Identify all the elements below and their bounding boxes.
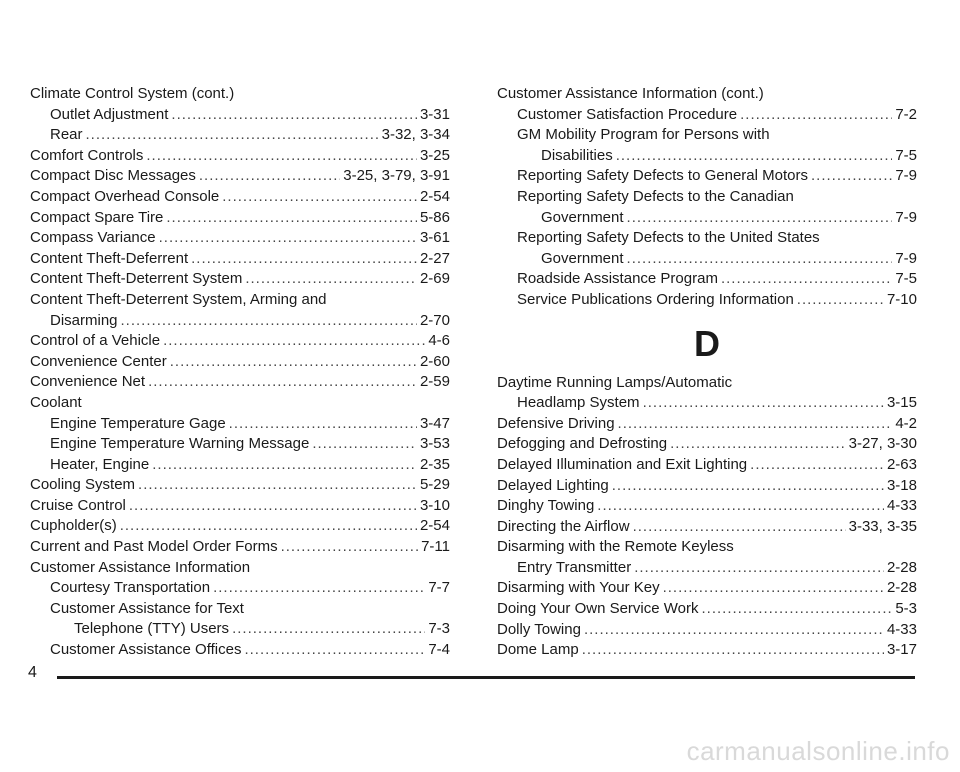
index-group-d (497, 373, 917, 661)
footer-rule (57, 676, 915, 679)
index-entry (30, 311, 450, 332)
entry-text: Dome Lamp (497, 641, 579, 659)
dot-leader (163, 331, 425, 352)
dot-leader (797, 290, 884, 311)
entry-text: Customer Assistance Offices (50, 641, 242, 659)
entry-text: Engine Temperature Warning Message (50, 435, 310, 453)
index-entry (30, 290, 450, 311)
entry-text: Entry Transmitter (517, 558, 632, 576)
dot-leader (148, 372, 417, 393)
entry-page-ref: 7-9 (895, 167, 917, 185)
entry-page-ref: 3-25, 3-79, 3-91 (343, 167, 450, 185)
entry-page-ref: 4-2 (895, 414, 917, 432)
entry-page-ref: 3-47 (419, 414, 450, 432)
entry-page-ref: 3-53 (419, 435, 450, 453)
dot-leader (616, 146, 893, 167)
index-entry (497, 620, 917, 641)
index-entry (30, 434, 450, 455)
index-entry (497, 517, 917, 538)
entry-page-ref: 7-3 (428, 620, 450, 638)
index-entry (497, 558, 917, 579)
entry-page-ref: 2-28 (886, 558, 917, 576)
index-entry (30, 516, 450, 537)
index-entry (30, 166, 450, 187)
entry-page-ref: 3-17 (886, 641, 917, 659)
entry-text: Content Theft-Deterrent System (30, 270, 243, 288)
dot-leader (232, 619, 425, 640)
entry-page-ref: 2-28 (886, 579, 917, 597)
entry-page-ref: 7-9 (895, 249, 917, 267)
index-entry (497, 599, 917, 620)
index-entry (497, 640, 917, 661)
dot-leader (582, 640, 884, 661)
index-entry (497, 414, 917, 435)
entry-page-ref: 4-33 (886, 497, 917, 515)
section-letter-d: D (694, 322, 720, 364)
index-entry (30, 228, 450, 249)
entry-page-ref: 7-9 (895, 208, 917, 226)
entry-text: Headlamp System (517, 394, 640, 412)
dot-leader (597, 496, 884, 517)
index-entry (497, 496, 917, 517)
page-number: 4 (28, 664, 37, 681)
dot-leader (86, 125, 379, 146)
index-entry (497, 290, 917, 311)
dot-leader (627, 249, 893, 270)
entry-text: Compact Spare Tire (30, 208, 164, 226)
entry-text: Compass Variance (30, 229, 156, 247)
index-entry (30, 105, 450, 126)
index-entry (497, 455, 917, 476)
entry-page-ref: 7-5 (895, 146, 917, 164)
entry-page-ref: 3-61 (419, 229, 450, 247)
dot-leader (245, 269, 417, 290)
entry-text: Compact Disc Messages (30, 167, 196, 185)
entry-page-ref: 2-59 (419, 373, 450, 391)
dot-leader (281, 537, 418, 558)
index-entry (30, 146, 450, 167)
index-group-customer-assistance (497, 84, 917, 311)
dot-leader (750, 455, 884, 476)
entry-page-ref: 2-54 (419, 517, 450, 535)
entry-page-ref: 7-10 (886, 290, 917, 308)
index-entry (497, 269, 917, 290)
entry-text: Daytime Running Lamps/Automatic (497, 373, 733, 391)
dot-leader (612, 476, 884, 497)
index-entry (30, 269, 450, 290)
index-entry (497, 166, 917, 187)
entry-text: Customer Assistance Information (30, 558, 251, 576)
entry-text: Convenience Center (30, 352, 167, 370)
entry-page-ref: 3-33, 3-35 (848, 517, 917, 535)
entry-text: Delayed Lighting (497, 476, 609, 494)
index-entry (497, 373, 917, 394)
index-entry (30, 640, 450, 661)
dot-leader (244, 640, 425, 661)
index-entry (497, 228, 917, 249)
index-entry (30, 455, 450, 476)
entry-text: Disarming with Your Key (497, 579, 660, 597)
dot-leader (663, 578, 884, 599)
dot-leader (121, 311, 417, 332)
entry-page-ref: 3-15 (886, 394, 917, 412)
dot-leader (152, 455, 417, 476)
dot-leader (222, 187, 417, 208)
entry-text: Dinghy Towing (497, 497, 595, 515)
entry-page-ref: 2-70 (419, 311, 450, 329)
entry-page-ref: 7-7 (428, 579, 450, 597)
entry-text: Rear (50, 126, 83, 144)
dot-leader (213, 578, 425, 599)
dot-leader (159, 228, 417, 249)
entry-page-ref: 5-86 (419, 208, 450, 226)
entry-text: Compact Overhead Console (30, 187, 220, 205)
index-entry (30, 331, 450, 352)
dot-leader (171, 105, 417, 126)
dot-leader (643, 393, 884, 414)
entry-text: Comfort Controls (30, 146, 144, 164)
entry-text: Doing Your Own Service Work (497, 600, 699, 618)
dot-leader (740, 105, 892, 126)
entry-text: Control of a Vehicle (30, 332, 161, 350)
entry-page-ref: 4-6 (428, 332, 450, 350)
entry-text: Engine Temperature Gage (50, 414, 226, 432)
entry-text: Content Theft-Deferrent (30, 249, 189, 267)
index-entry (30, 558, 450, 579)
watermark: carmanualsonline.info (686, 736, 950, 766)
index-entry (30, 372, 450, 393)
dot-leader (584, 620, 884, 641)
dot-leader (199, 166, 340, 187)
entry-page-ref: 3-25 (419, 146, 450, 164)
dot-leader (170, 352, 417, 373)
entry-page-ref: 2-35 (419, 455, 450, 473)
entry-text: Defensive Driving (497, 414, 615, 432)
index-column-right (497, 84, 917, 661)
entry-page-ref: 2-27 (419, 249, 450, 267)
dot-leader (129, 496, 417, 517)
entry-text: Customer Assistance Information (cont.) (497, 85, 764, 102)
index-entry (497, 393, 917, 414)
index-entry (30, 599, 450, 620)
entry-page-ref: 2-69 (419, 270, 450, 288)
dot-leader (721, 269, 892, 290)
index-entry (497, 578, 917, 599)
dot-leader (191, 249, 417, 270)
index-entry (497, 208, 917, 229)
entry-text: Heater, Engine (50, 455, 150, 473)
index-entry (30, 187, 450, 208)
entry-text: GM Mobility Program for Persons with (517, 126, 770, 144)
index-entry (30, 84, 450, 105)
entry-text: Defogging and Defrosting (497, 435, 668, 453)
index-entry (30, 537, 450, 558)
index-entry (30, 414, 450, 435)
entry-text: Roadside Assistance Program (517, 270, 718, 288)
entry-text: Cooling System (30, 476, 136, 494)
index-entry (30, 496, 450, 517)
entry-page-ref: 3-10 (419, 496, 450, 514)
index-entry (30, 475, 450, 496)
entry-text: Cupholder(s) (30, 517, 117, 535)
entry-page-ref: 5-3 (895, 600, 917, 618)
entry-text: Content Theft-Deterrent System, Arming and (30, 290, 327, 308)
dot-leader (120, 516, 417, 537)
dot-leader (811, 166, 892, 187)
entry-text: Government (541, 208, 624, 226)
dot-leader (618, 414, 893, 435)
index-entry (30, 352, 450, 373)
dot-leader (627, 208, 893, 229)
entry-text: Delayed Illumination and Exit Lighting (497, 455, 748, 473)
index-entry (30, 125, 450, 146)
index-entry (497, 187, 917, 208)
entry-text: Current and Past Model Order Forms (30, 538, 278, 556)
entry-text: Disabilities (541, 146, 613, 164)
entry-text: Courtesy Transportation (50, 579, 211, 597)
dot-leader (146, 146, 417, 167)
index-entry (30, 249, 450, 270)
entry-text: Outlet Adjustment (50, 105, 169, 123)
dot-leader (166, 208, 417, 229)
entry-page-ref: 7-5 (895, 270, 917, 288)
index-entry (497, 84, 917, 105)
entry-text: Cruise Control (30, 496, 126, 514)
dot-leader (670, 434, 845, 455)
entry-text: Telephone (TTY) Users (74, 620, 230, 638)
entry-page-ref: 4-33 (886, 620, 917, 638)
index-entry (30, 208, 450, 229)
dot-leader (633, 517, 846, 538)
entry-page-ref: 2-60 (419, 352, 450, 370)
dot-leader (634, 558, 884, 579)
entry-text: Convenience Net (30, 373, 146, 391)
index-entry (30, 393, 450, 414)
index-entry (30, 578, 450, 599)
dot-leader (229, 414, 417, 435)
entry-text: Customer Assistance for Text (50, 599, 244, 617)
entry-page-ref: 3-32, 3-34 (381, 126, 450, 144)
index-entry (497, 105, 917, 126)
index-entry (30, 619, 450, 640)
dot-leader (312, 434, 417, 455)
entry-page-ref: 7-2 (895, 105, 917, 123)
entry-text: Service Publications Ordering Information (517, 290, 794, 308)
entry-page-ref: 2-54 (419, 187, 450, 205)
entry-text: Disarming (50, 311, 118, 329)
index-entry (497, 537, 917, 558)
entry-text: Coolant (30, 393, 82, 411)
entry-text: Reporting Safety Defects to the Canadian (517, 187, 794, 205)
entry-text: Directing the Airflow (497, 517, 630, 535)
entry-text: Customer Satisfaction Procedure (517, 105, 738, 123)
index-column-left (30, 84, 450, 661)
entry-text: Reporting Safety Defects to the United States (517, 229, 820, 247)
entry-page-ref: 3-18 (886, 476, 917, 494)
entry-text: Dolly Towing (497, 620, 581, 638)
dot-leader (138, 475, 417, 496)
entry-page-ref: 3-27, 3-30 (848, 435, 917, 453)
entry-text: Climate Control System (cont.) (30, 85, 235, 102)
index-entry (497, 476, 917, 497)
entry-page-ref: 5-29 (419, 476, 450, 494)
index-entry (497, 146, 917, 167)
entry-page-ref: 7-4 (428, 641, 450, 659)
index-entry (497, 249, 917, 270)
entry-page-ref: 2-63 (886, 455, 917, 473)
entry-text: Disarming with the Remote Keyless (497, 538, 734, 556)
entry-text: Reporting Safety Defects to General Motors (517, 167, 808, 185)
index-entry (497, 125, 917, 146)
dot-leader (701, 599, 892, 620)
index-entry (497, 434, 917, 455)
entry-page-ref: 7-11 (421, 538, 450, 556)
entry-page-ref: 3-31 (419, 105, 450, 123)
entry-text: Government (541, 249, 624, 267)
